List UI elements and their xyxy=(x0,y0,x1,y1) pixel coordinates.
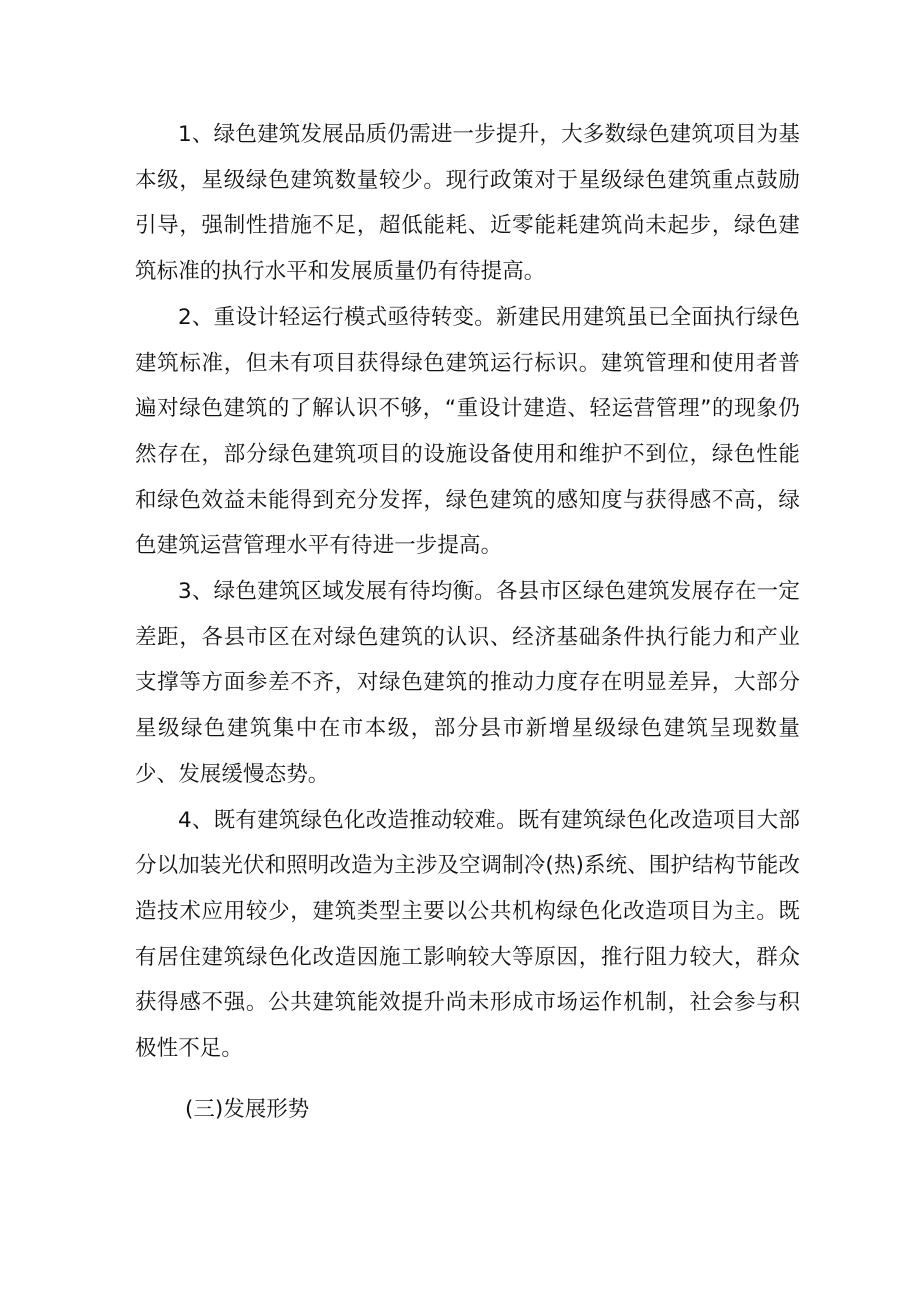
paragraph-4: 4、既有建筑绿色化改造推动较难。既有建筑绿色化改造项目大部分以加装光伏和照明改造为主涉及空调制冷(热)系统、围护结构节能改造技术应用较少，建筑类型主要以公共机构绿色化改造项目为主。既有居住建筑绿色化改造因施工影响较大等原因，推行阻力较大，群众获得感不强。公共建筑能效提升尚未形成市场运作机制，社会参与积极性不足。 xyxy=(135,807,800,1062)
section-heading: (三)发展形势 xyxy=(185,1096,310,1122)
paragraph-2: 2、重设计轻运行模式亟待转变。新建民用建筑虽已全面执行绿色建筑标准，但未有项目获得绿色建筑运行标识。建筑管理和使用者普遍对绿色建筑的了解认识不够，“重设计建造、轻运营管理”的现象仍然存在，部分绿色建筑项目的设施设备使用和维护不到位，绿色性能和绿色效益未能得到充分发挥，绿色建筑的感知度与获得感不高，绿色建筑运营管理水平有待进一步提高。 xyxy=(135,304,800,559)
paragraph-1: 1、绿色建筑发展品质仍需进一步提升，大多数绿色建筑项目为基本级，星级绿色建筑数量较少。现行政策对于星级绿色建筑重点鼓励引导，强制性措施不足，超低能耗、近零能耗建筑尚未起步，绿色建筑标准的执行水平和发展质量仍有待提高。 xyxy=(135,122,800,285)
document-body xyxy=(135,112,800,1132)
paragraph-3: 3、绿色建筑区域发展有待均衡。各县市区绿色建筑发展存在一定差距，各县市区在对绿色建筑的认识、经济基础条件执行能力和产业支撑等方面参差不齐，对绿色建筑的推动力度存在明显差异，大部分星级绿色建筑集中在市本级，部分县市新增星级绿色建筑呈现数量少、发展缓慢态势。 xyxy=(135,579,800,787)
